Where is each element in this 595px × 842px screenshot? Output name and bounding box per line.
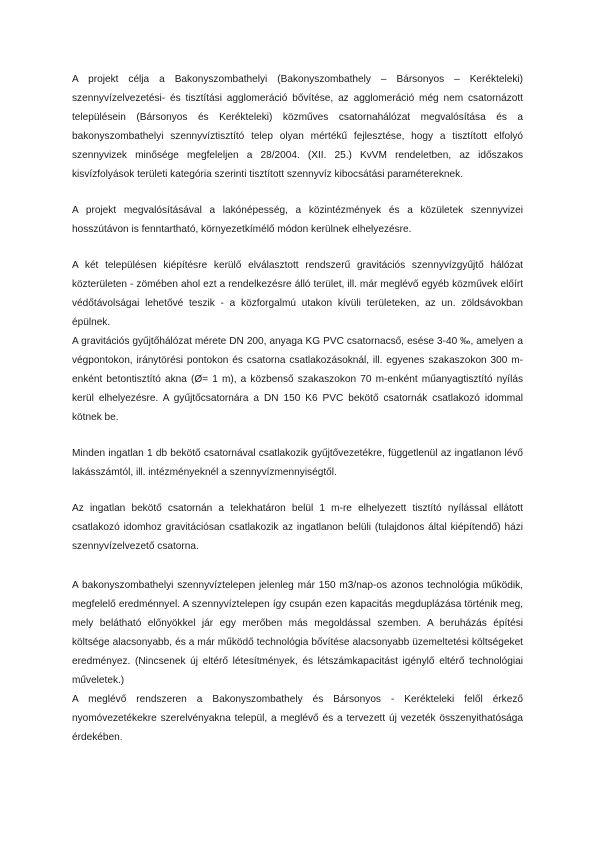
paragraph-spacer xyxy=(72,184,523,201)
paragraph-gravity-network-specs: A gravitációs gyűjtőhálózat mérete DN 200, anyaga KG PVC csatornacső, esése 3-40 ‰, amelyen a végpontokon, iránytörési pontokon és csatorna csatlakozásoknál, ill. egyenes szakaszokon 300 m-enként betontisztító akna (Ø= 1 m), a közbenső szakaszokon 70 m-enként műanyagtisztító nyílás kerül elhelyezésre. A gyűjtőcsatornára a DN 150 K6 PVC bekötő csatornák csatlakozó idommal kötnek be. xyxy=(72,336,523,423)
paragraph-house-sewer: Az ingatlan bekötő csatornán a telekhatáron belül 1 m-re elhelyezett tisztító nyílással ellátott csatlakozó idomhoz gravitációsan csatlakozik az ingatlanon belüli (tulajdonos által kiépítendő) házi szennyvízelvezető csatorna. xyxy=(72,503,523,552)
paragraph-spacer xyxy=(72,556,523,576)
paragraph-spacer xyxy=(72,239,523,256)
paragraph-pressure-lines: A meglévő rendszeren a Bakonyszombathely és Bársonyos - Kerékteleki felől érkező nyomóvezetékekre szerelvényakna települ, a meglévő és a tervezett új vezeték összenyithatósága érdekében. xyxy=(72,694,523,743)
paragraph-collection-network: A két településen kiépítésre kerülő elválasztott rendszerű gravitációs szennyvízgyűjtő hálózat közterületen - zömében ahol ezt a rendelkezésre álló terület, ill. már meglévő egyéb közművek előírt védőtávolságai lehetővé teszik - a közforgalmú utakon kívüli területeken, az un. zöldsávokban épülnek. xyxy=(72,260,523,328)
paragraph-property-connection: Minden ingatlan 1 db bekötő csatornával csatlakozik gyűjtővezetékre, függetlenül az ingatlanon lévő lakásszámtól, ill. intézményeknél a szennyvízmennyiségtől. xyxy=(72,448,523,478)
paragraph-spacer xyxy=(72,482,523,499)
paragraph-spacer xyxy=(72,427,523,444)
document-page xyxy=(72,70,523,747)
paragraph-treatment-plant: A bakonyszombathelyi szennyvíztelepen jelenleg már 150 m3/nap-os azonos technológia működik, megfelelő eredménnyel. A szennyvíztelepen így csupán ezen kapacitás megduplázása történik meg, mely belátható előnyökkel jár egy merőben más megoldással szemben. A beruházás építési költsége alacsonyabb, és a már működő technológia bővítése alacsonyabb üzemeltetési költségeket eredményez. (Nincsenek új eltérő létesítmények, és létszámkapacitást igénylő eltérő technológiai műveletek.) xyxy=(72,580,523,686)
paragraph-project-goal: A projekt célja a Bakonyszombathelyi (Bakonyszombathely – Bársonyos – Kerékteleki) szennyvízelvezetési- és tisztítási agglomeráció bővítése, az agglomeráció még nem csatornázott településein (Bársonyos és Kerékteleki) közműves csatornahálózat megvalósítása és a bakonyszombathelyi szennyvíztisztító telep olyan mértékű fejlesztése, hogy a tisztított elfolyó szennyvizek minősége megfeleljen a 28/2004. (XII. 25.) KvVM rendeletben, az időszakos kisvízfolyások területi kategória szerinti tisztított szennyvíz kibocsátási paramétereknek. xyxy=(72,74,523,180)
paragraph-project-benefit: A projekt megvalósításával a lakónépesség, a közintézmények és a közületek szennyvizei hosszútávon is fenntartható, környezetkímélő módon kerülnek elhelyezésre. xyxy=(72,205,523,235)
